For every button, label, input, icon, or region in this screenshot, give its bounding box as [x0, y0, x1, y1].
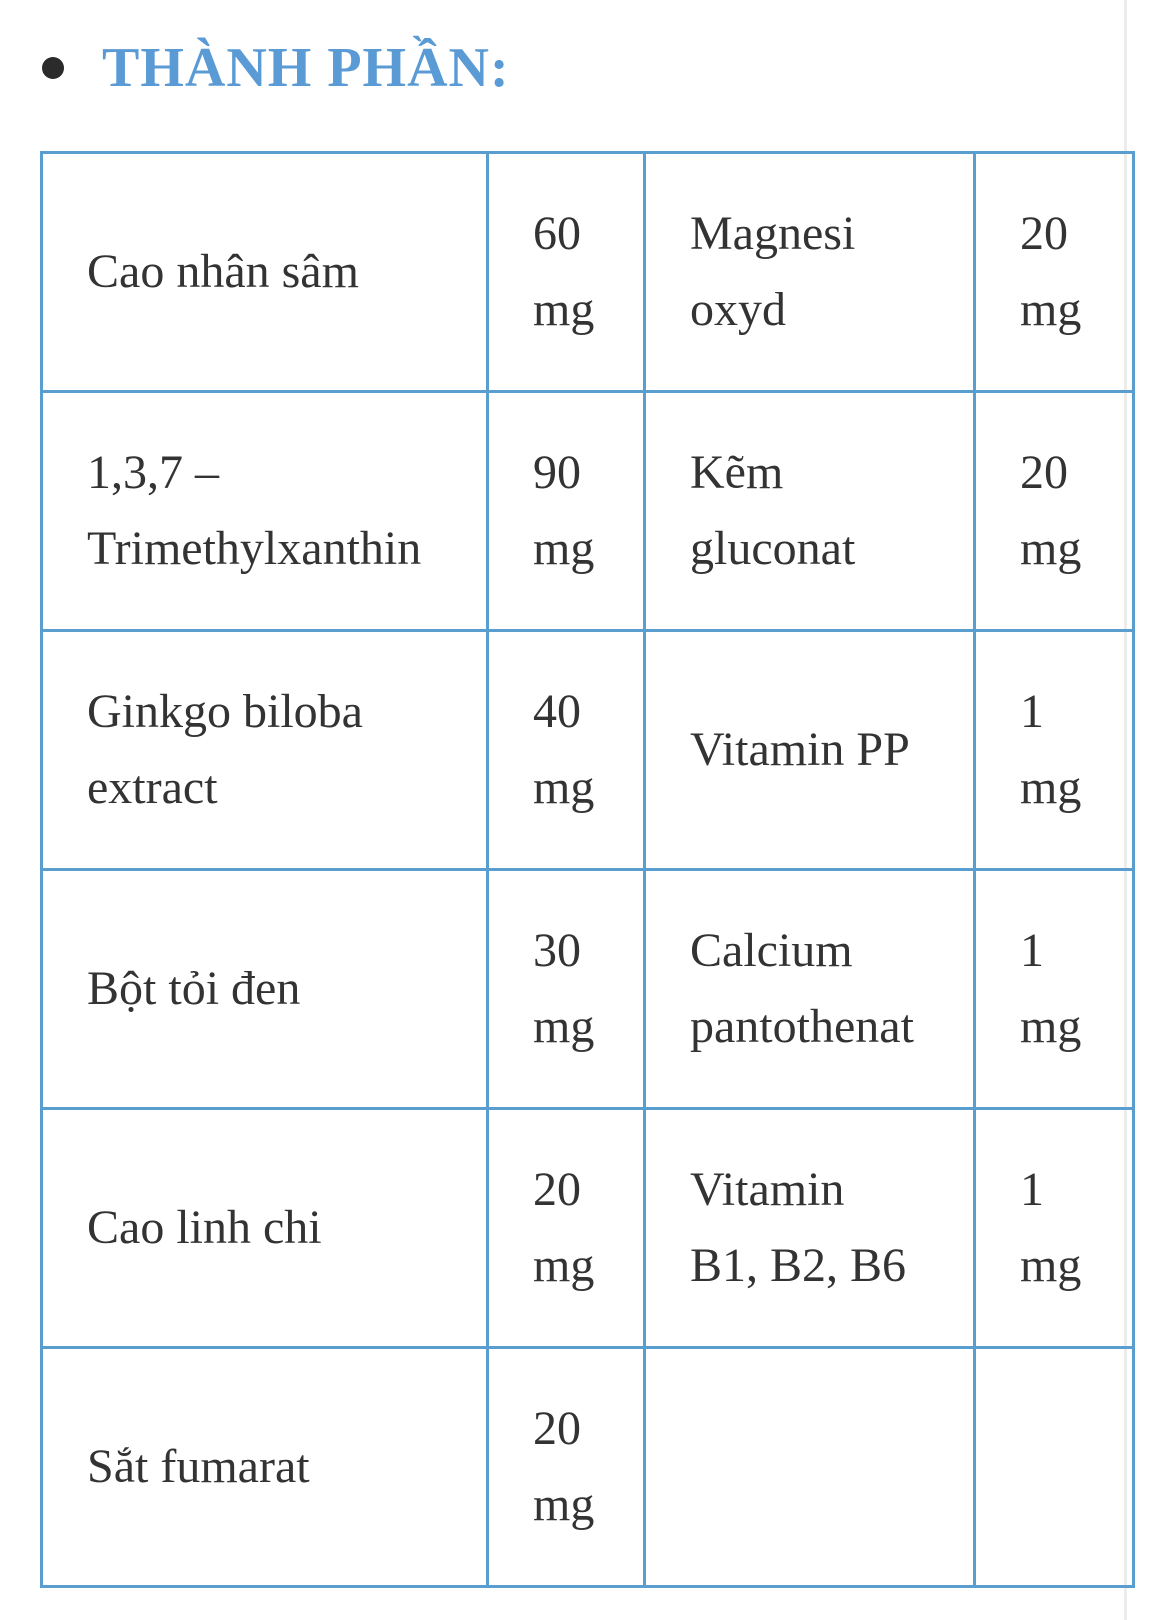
ingredient-amount-cell	[488, 153, 645, 392]
table-row	[42, 1109, 1134, 1348]
cell-text-line: Vitamin PP	[690, 723, 910, 776]
cell-text-line: 1,3,7 –	[87, 446, 219, 499]
cell-text-line: mg	[533, 761, 595, 814]
ingredient-amount-cell	[488, 870, 645, 1109]
cell-text-line: 30	[533, 924, 581, 977]
cell-text-line: B1, B2, B6	[690, 1239, 907, 1292]
ingredients-table	[40, 151, 1135, 1588]
cell-text-line: 90	[533, 446, 581, 499]
ingredient-amount-cell	[488, 631, 645, 870]
cell-text-line: 1	[1020, 1163, 1044, 1216]
cell-text-line: 1	[1020, 924, 1044, 977]
cell-text-line: 20	[1020, 446, 1068, 499]
cell-text-line: 1	[1020, 685, 1044, 738]
cell-text-line: mg	[1020, 522, 1082, 575]
cell-text-line: mg	[533, 1478, 595, 1531]
table-row	[42, 631, 1134, 870]
cell-text-line: pantothenat	[690, 1000, 914, 1053]
cell-text-line: mg	[1020, 1000, 1082, 1053]
cell-text-line: Cao linh chi	[87, 1201, 322, 1254]
cell-text-line: extract	[87, 761, 218, 814]
ingredient-amount-cell	[975, 153, 1134, 392]
cell-text-line: 60	[533, 207, 581, 260]
cell-text-line: Kẽm	[690, 446, 784, 499]
section-title: THÀNH PHẦN:	[102, 37, 510, 99]
cell-text-line: Cao nhân sâm	[87, 245, 359, 298]
cell-text-line: gluconat	[690, 522, 856, 575]
ingredient-name-cell	[645, 392, 975, 631]
cell-text-line: 20	[533, 1163, 581, 1216]
cell-text-line: mg	[533, 283, 595, 336]
ingredient-amount-cell	[975, 870, 1134, 1109]
ingredient-amount-cell	[975, 392, 1134, 631]
cell-text-line: mg	[533, 1000, 595, 1053]
ingredient-amount-cell	[975, 1348, 1134, 1587]
ingredient-name-cell	[42, 631, 488, 870]
table-row	[42, 1348, 1134, 1587]
cell-text-line: 20	[533, 1402, 581, 1455]
ingredient-name-cell	[42, 153, 488, 392]
cell-text-line: Calcium	[690, 924, 853, 977]
ingredient-name-cell	[42, 1348, 488, 1587]
ingredient-name-cell	[645, 631, 975, 870]
ingredient-amount-cell	[975, 631, 1134, 870]
cell-text-line: mg	[1020, 283, 1082, 336]
bullet-icon	[42, 57, 64, 79]
ingredient-name-cell	[42, 1109, 488, 1348]
ingredient-name-cell	[645, 1109, 975, 1348]
cell-text-line: Sắt fumarat	[87, 1440, 310, 1493]
cell-text-line: Ginkgo biloba	[87, 685, 363, 738]
cell-text-line: mg	[1020, 761, 1082, 814]
ingredient-name-cell	[42, 392, 488, 631]
table-row	[42, 153, 1134, 392]
ingredient-name-cell	[645, 153, 975, 392]
cell-text-line: mg	[1020, 1239, 1082, 1292]
table-row	[42, 392, 1134, 631]
ingredient-amount-cell	[488, 392, 645, 631]
cell-text-line: mg	[533, 522, 595, 575]
ingredient-name-cell	[42, 870, 488, 1109]
ingredient-amount-cell	[488, 1348, 645, 1587]
cell-text-line: Magnesi	[690, 207, 856, 260]
ingredient-name-cell	[645, 1348, 975, 1587]
section-heading	[42, 28, 510, 108]
cell-text-line: Trimethylxanthin	[87, 522, 422, 575]
cell-text-line: 40	[533, 685, 581, 738]
cell-text-line: mg	[533, 1239, 595, 1292]
ingredient-name-cell	[645, 870, 975, 1109]
ingredient-amount-cell	[975, 1109, 1134, 1348]
table-row	[42, 870, 1134, 1109]
cell-text-line: oxyd	[690, 283, 786, 336]
ingredient-amount-cell	[488, 1109, 645, 1348]
cell-text-line: Bột tỏi đen	[87, 962, 301, 1015]
cell-text-line: 20	[1020, 207, 1068, 260]
cell-text-line: Vitamin	[690, 1163, 845, 1216]
